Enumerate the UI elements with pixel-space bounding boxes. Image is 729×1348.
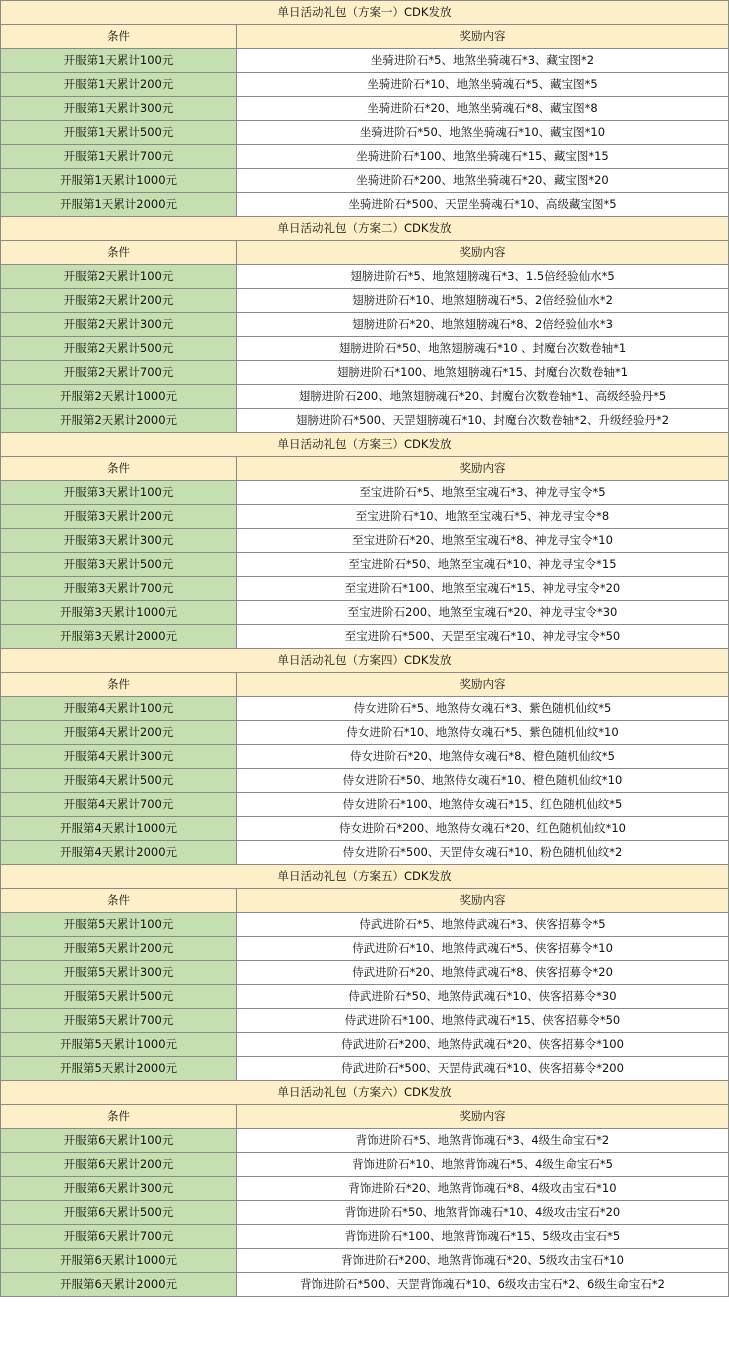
reward-cell: 背饰进阶石*10、地煞背饰魂石*5、4级生命宝石*5	[237, 1153, 729, 1177]
table-row	[1, 841, 729, 865]
reward-cell: 侍女进阶石*100、地煞侍女魂石*15、红色随机仙纹*5	[237, 793, 729, 817]
condition-cell: 开服第5天累计700元	[1, 1009, 237, 1033]
condition-cell: 开服第4天累计200元	[1, 721, 237, 745]
table-row	[1, 265, 729, 289]
column-header-row	[1, 25, 729, 49]
table-row	[1, 73, 729, 97]
condition-cell: 开服第6天累计100元	[1, 1129, 237, 1153]
table-row	[1, 769, 729, 793]
reward-cell: 至宝进阶石*50、地煞至宝魂石*10、神龙寻宝令*15	[237, 553, 729, 577]
condition-cell: 开服第1天累计100元	[1, 49, 237, 73]
table-row	[1, 985, 729, 1009]
table-row	[1, 1009, 729, 1033]
reward-cell: 翅膀进阶石*20、地煞翅膀魂石*8、2倍经验仙水*3	[237, 313, 729, 337]
table-row	[1, 385, 729, 409]
table-row	[1, 529, 729, 553]
section-title-row	[1, 1, 729, 25]
reward-cell: 侍女进阶石*10、地煞侍女魂石*5、紫色随机仙纹*10	[237, 721, 729, 745]
condition-cell: 开服第1天累计700元	[1, 145, 237, 169]
condition-header: 条件	[1, 673, 237, 697]
reward-cell: 翅膀进阶石*500、天罡翅膀魂石*10、封魔台次数卷轴*2、升级经验丹*2	[237, 409, 729, 433]
reward-cell: 侍武进阶石*10、地煞侍武魂石*5、侠客招募令*10	[237, 937, 729, 961]
table-row	[1, 745, 729, 769]
table-row	[1, 505, 729, 529]
reward-header: 奖励内容	[237, 889, 729, 913]
reward-cell: 坐骑进阶石*200、地煞坐骑魂石*20、藏宝图*20	[237, 169, 729, 193]
condition-cell: 开服第4天累计1000元	[1, 817, 237, 841]
condition-header: 条件	[1, 889, 237, 913]
reward-header: 奖励内容	[237, 25, 729, 49]
condition-cell: 开服第5天累计300元	[1, 961, 237, 985]
table-row	[1, 289, 729, 313]
reward-cell: 背饰进阶石*100、地煞背饰魂石*15、5级攻击宝石*5	[237, 1225, 729, 1249]
table-row	[1, 97, 729, 121]
condition-header: 条件	[1, 457, 237, 481]
reward-cell: 翅膀进阶石*50、地煞翅膀魂石*10 、封魔台次数卷轴*1	[237, 337, 729, 361]
table-row	[1, 409, 729, 433]
table-row	[1, 937, 729, 961]
section-title-row	[1, 1081, 729, 1105]
table-body	[1, 1, 729, 1297]
section-title: 单日活动礼包（方案五）CDK发放	[1, 865, 729, 889]
condition-cell: 开服第2天累计700元	[1, 361, 237, 385]
reward-cell: 侍女进阶石*500、天罡侍女魂石*10、粉色随机仙纹*2	[237, 841, 729, 865]
section-title: 单日活动礼包（方案三）CDK发放	[1, 433, 729, 457]
reward-cell: 翅膀进阶石200、地煞翅膀魂石*20、封魔台次数卷轴*1、高级经验丹*5	[237, 385, 729, 409]
reward-cell: 背饰进阶石*50、地煞背饰魂石*10、4级攻击宝石*20	[237, 1201, 729, 1225]
reward-cell: 坐骑进阶石*20、地煞坐骑魂石*8、藏宝图*8	[237, 97, 729, 121]
table-row	[1, 1129, 729, 1153]
condition-cell: 开服第3天累计500元	[1, 553, 237, 577]
table-row	[1, 961, 729, 985]
condition-cell: 开服第5天累计2000元	[1, 1057, 237, 1081]
table-row	[1, 1273, 729, 1297]
table-row	[1, 193, 729, 217]
condition-cell: 开服第6天累计500元	[1, 1201, 237, 1225]
section-title: 单日活动礼包（方案六）CDK发放	[1, 1081, 729, 1105]
table-row	[1, 49, 729, 73]
condition-cell: 开服第6天累计300元	[1, 1177, 237, 1201]
table-row	[1, 1033, 729, 1057]
condition-cell: 开服第2天累计500元	[1, 337, 237, 361]
reward-cell: 翅膀进阶石*100、地煞翅膀魂石*15、封魔台次数卷轴*1	[237, 361, 729, 385]
condition-cell: 开服第2天累计2000元	[1, 409, 237, 433]
table-row	[1, 1153, 729, 1177]
condition-cell: 开服第3天累计200元	[1, 505, 237, 529]
reward-cell: 侍女进阶石*50、地煞侍女魂石*10、橙色随机仙纹*10	[237, 769, 729, 793]
condition-cell: 开服第3天累计700元	[1, 577, 237, 601]
section-title-row	[1, 865, 729, 889]
condition-cell: 开服第4天累计700元	[1, 793, 237, 817]
reward-cell: 至宝进阶石*100、地煞至宝魂石*15、神龙寻宝令*20	[237, 577, 729, 601]
reward-cell: 侍女进阶石*5、地煞侍女魂石*3、紫色随机仙纹*5	[237, 697, 729, 721]
section-title-row	[1, 649, 729, 673]
condition-cell: 开服第1天累计2000元	[1, 193, 237, 217]
condition-cell: 开服第3天累计300元	[1, 529, 237, 553]
condition-header: 条件	[1, 25, 237, 49]
condition-cell: 开服第2天累计200元	[1, 289, 237, 313]
column-header-row	[1, 241, 729, 265]
table-row	[1, 337, 729, 361]
table-row	[1, 121, 729, 145]
table-row	[1, 145, 729, 169]
reward-header: 奖励内容	[237, 1105, 729, 1129]
table-row	[1, 577, 729, 601]
condition-cell: 开服第2天累计300元	[1, 313, 237, 337]
condition-cell: 开服第5天累计500元	[1, 985, 237, 1009]
table-row	[1, 361, 729, 385]
reward-cell: 侍武进阶石*100、地煞侍武魂石*15、侠客招募令*50	[237, 1009, 729, 1033]
column-header-row	[1, 673, 729, 697]
condition-cell: 开服第2天累计100元	[1, 265, 237, 289]
reward-cell: 侍武进阶石*50、地煞侍武魂石*10、侠客招募令*30	[237, 985, 729, 1009]
reward-cell: 翅膀进阶石*10、地煞翅膀魂石*5、2倍经验仙水*2	[237, 289, 729, 313]
table-row	[1, 913, 729, 937]
reward-cell: 背饰进阶石*5、地煞背饰魂石*3、4级生命宝石*2	[237, 1129, 729, 1153]
section-title-row	[1, 217, 729, 241]
reward-cell: 侍武进阶石*5、地煞侍武魂石*3、侠客招募令*5	[237, 913, 729, 937]
condition-cell: 开服第4天累计300元	[1, 745, 237, 769]
reward-cell: 侍女进阶石*20、地煞侍女魂石*8、橙色随机仙纹*5	[237, 745, 729, 769]
reward-cell: 坐骑进阶石*5、地煞坐骑魂石*3、藏宝图*2	[237, 49, 729, 73]
reward-cell: 至宝进阶石*500、天罡至宝魂石*10、神龙寻宝令*50	[237, 625, 729, 649]
reward-cell: 背饰进阶石*500、天罡背饰魂石*10、6级攻击宝石*2、6级生命宝石*2	[237, 1273, 729, 1297]
table-row	[1, 601, 729, 625]
condition-cell: 开服第3天累计2000元	[1, 625, 237, 649]
condition-cell: 开服第1天累计500元	[1, 121, 237, 145]
table-row	[1, 793, 729, 817]
condition-cell: 开服第4天累计2000元	[1, 841, 237, 865]
reward-cell: 至宝进阶石*10、地煞至宝魂石*5、神龙寻宝令*8	[237, 505, 729, 529]
reward-cell: 至宝进阶石*20、地煞至宝魂石*8、神龙寻宝令*10	[237, 529, 729, 553]
condition-cell: 开服第5天累计100元	[1, 913, 237, 937]
table-row	[1, 697, 729, 721]
condition-cell: 开服第3天累计100元	[1, 481, 237, 505]
reward-cell: 侍女进阶石*200、地煞侍女魂石*20、红色随机仙纹*10	[237, 817, 729, 841]
condition-cell: 开服第2天累计1000元	[1, 385, 237, 409]
reward-cell: 背饰进阶石*20、地煞背饰魂石*8、4级攻击宝石*10	[237, 1177, 729, 1201]
reward-cell: 坐骑进阶石*500、天罡坐骑魂石*10、高级藏宝图*5	[237, 193, 729, 217]
table-row	[1, 625, 729, 649]
table-row	[1, 1057, 729, 1081]
reward-header: 奖励内容	[237, 673, 729, 697]
condition-header: 条件	[1, 241, 237, 265]
table-row	[1, 553, 729, 577]
table-row	[1, 817, 729, 841]
section-title: 单日活动礼包（方案四）CDK发放	[1, 649, 729, 673]
reward-header: 奖励内容	[237, 241, 729, 265]
table-row	[1, 313, 729, 337]
condition-cell: 开服第3天累计1000元	[1, 601, 237, 625]
reward-cell: 坐骑进阶石*100、地煞坐骑魂石*15、藏宝图*15	[237, 145, 729, 169]
table-row	[1, 721, 729, 745]
column-header-row	[1, 457, 729, 481]
table-row	[1, 1225, 729, 1249]
reward-cell: 至宝进阶石200、地煞至宝魂石*20、神龙寻宝令*30	[237, 601, 729, 625]
table-row	[1, 1201, 729, 1225]
condition-cell: 开服第4天累计100元	[1, 697, 237, 721]
reward-cell: 坐骑进阶石*50、地煞坐骑魂石*10、藏宝图*10	[237, 121, 729, 145]
condition-cell: 开服第1天累计200元	[1, 73, 237, 97]
condition-cell: 开服第6天累计1000元	[1, 1249, 237, 1273]
reward-cell: 翅膀进阶石*5、地煞翅膀魂石*3、1.5倍经验仙水*5	[237, 265, 729, 289]
reward-cell: 背饰进阶石*200、地煞背饰魂石*20、5级攻击宝石*10	[237, 1249, 729, 1273]
table-row	[1, 169, 729, 193]
table-row	[1, 481, 729, 505]
column-header-row	[1, 1105, 729, 1129]
condition-cell: 开服第6天累计2000元	[1, 1273, 237, 1297]
reward-cell: 侍武进阶石*500、天罡侍武魂石*10、侠客招募令*200	[237, 1057, 729, 1081]
condition-cell: 开服第5天累计200元	[1, 937, 237, 961]
condition-cell: 开服第1天累计1000元	[1, 169, 237, 193]
section-title-row	[1, 433, 729, 457]
column-header-row	[1, 889, 729, 913]
condition-cell: 开服第6天累计700元	[1, 1225, 237, 1249]
table-row	[1, 1249, 729, 1273]
reward-cell: 侍武进阶石*20、地煞侍武魂石*8、侠客招募令*20	[237, 961, 729, 985]
section-title: 单日活动礼包（方案二）CDK发放	[1, 217, 729, 241]
reward-cell: 至宝进阶石*5、地煞至宝魂石*3、神龙寻宝令*5	[237, 481, 729, 505]
section-title: 单日活动礼包（方案一）CDK发放	[1, 1, 729, 25]
reward-header: 奖励内容	[237, 457, 729, 481]
reward-cell: 坐骑进阶石*10、地煞坐骑魂石*5、藏宝图*5	[237, 73, 729, 97]
reward-cell: 侍武进阶石*200、地煞侍武魂石*20、侠客招募令*100	[237, 1033, 729, 1057]
condition-cell: 开服第4天累计500元	[1, 769, 237, 793]
condition-cell: 开服第5天累计1000元	[1, 1033, 237, 1057]
condition-cell: 开服第6天累计200元	[1, 1153, 237, 1177]
table-row	[1, 1177, 729, 1201]
condition-cell: 开服第1天累计300元	[1, 97, 237, 121]
condition-header: 条件	[1, 1105, 237, 1129]
